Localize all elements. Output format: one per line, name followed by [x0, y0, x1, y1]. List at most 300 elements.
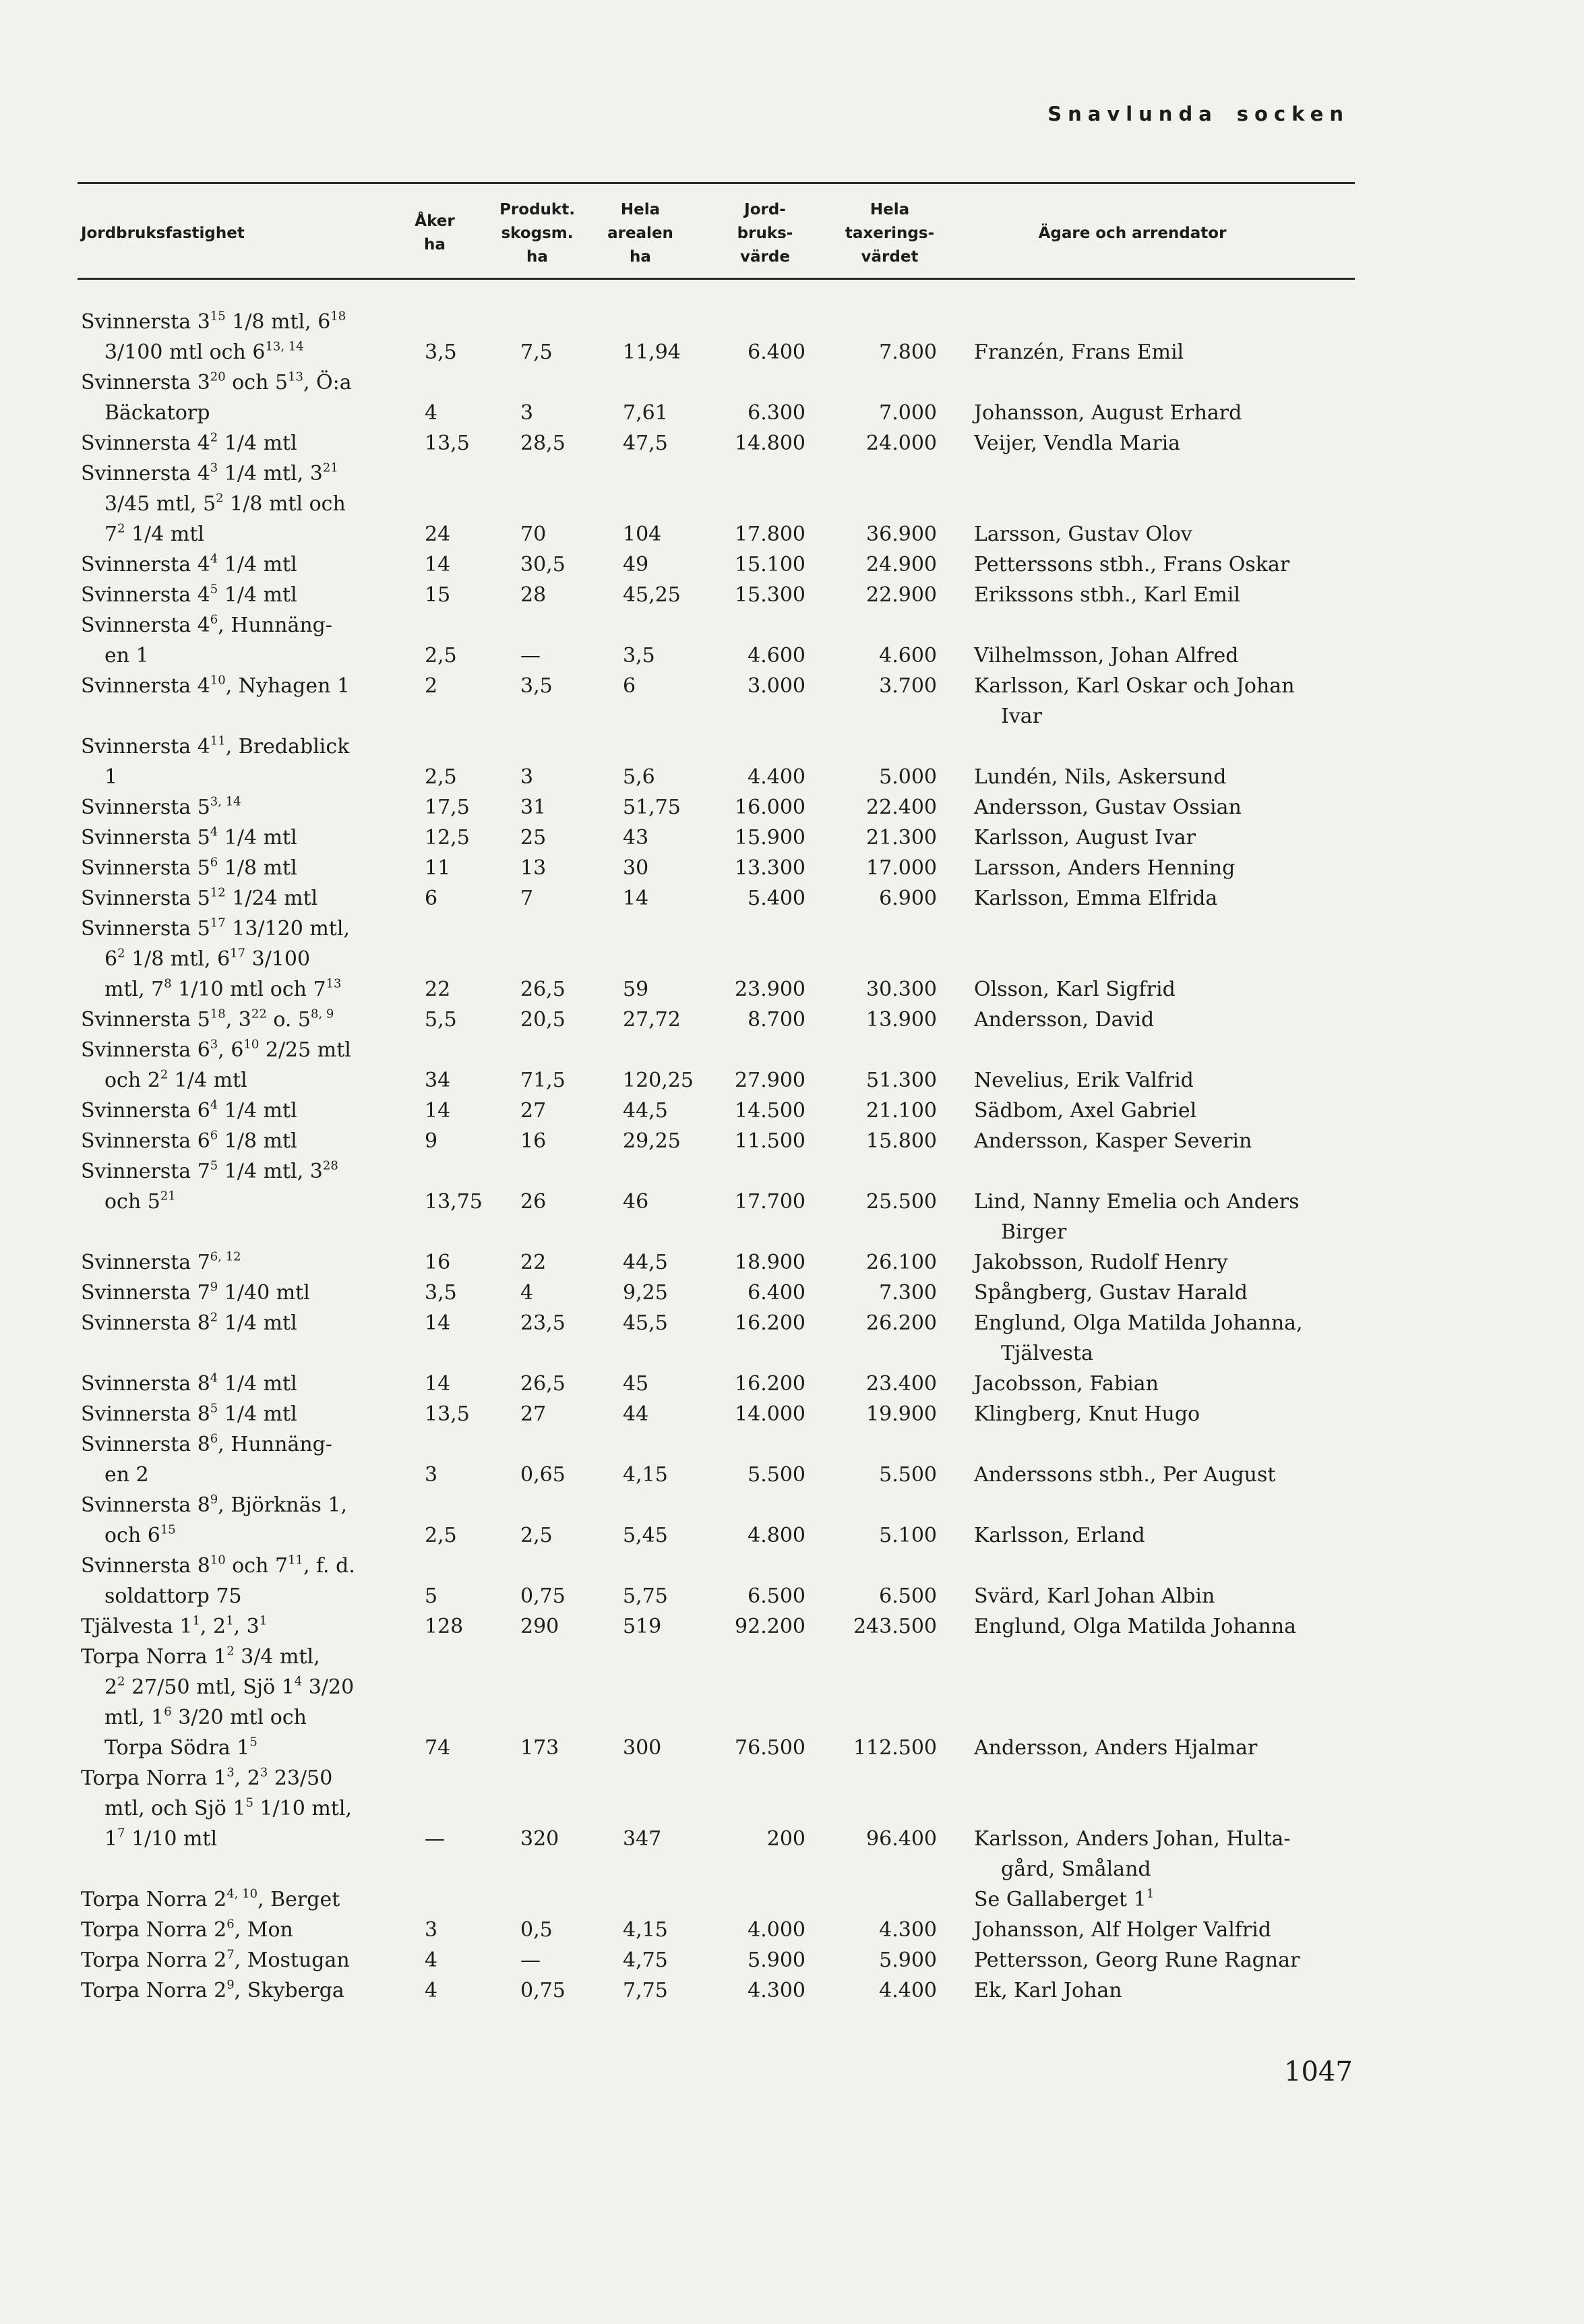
cell-jordbruksvarde: 6.500: [748, 1584, 805, 1608]
cell-owner: Larsson, Gustav Olov: [974, 523, 1192, 546]
cell-property: Svinnersta $4^3$ 1/4 mtl, $3^{21}$: [81, 460, 338, 485]
cell-arealen: 7,61: [623, 401, 668, 425]
cell-aker: 2: [425, 674, 438, 698]
cell-produkt: 4: [520, 1281, 534, 1305]
cell-aker: 4: [425, 401, 438, 425]
cell-aker: 17,5: [425, 796, 470, 819]
cell-produkt: 26,5: [520, 978, 566, 1001]
cell-produkt: 30,5: [520, 553, 566, 576]
cell-owner: Ek, Karl Johan: [974, 1979, 1122, 2002]
cell-owner: Andersson, Anders Hjalmar: [974, 1736, 1258, 1760]
cell-property: Svinnersta $5^{17}$ 13/120 mtl,: [81, 916, 350, 941]
cell-property: soldattorp 75: [104, 1584, 242, 1608]
cell-owner: Karlsson, Emma Elfrida: [974, 887, 1218, 910]
cell-owner: Englund, Olga Matilda Johanna,: [974, 1311, 1303, 1335]
cell-jordbruksvarde: 16.200: [735, 1311, 805, 1335]
cell-property: 3/45 mtl, $5^2$ 1/8 mtl och: [104, 491, 346, 516]
cell-arealen: 44: [623, 1402, 649, 1426]
cell-arealen: 5,75: [623, 1584, 668, 1608]
cell-property: Svinnersta $8^{10}$ och $7^{11}$, f. d.: [81, 1553, 355, 1578]
cell-aker: 2,5: [425, 1524, 457, 1547]
cell-jordbruksvarde: 14.000: [735, 1402, 805, 1426]
table-row: [0, 671, 1584, 701]
cell-jordbruksvarde: 6.400: [748, 1281, 805, 1305]
table-row: [0, 1915, 1584, 1945]
cell-property: Svinnersta 5$^{3, 14}$: [81, 794, 241, 819]
cell-jordbruksvarde: 16.000: [735, 796, 805, 819]
cell-property: Svinnersta $6^3$, $6^{10}$ 2/25 mtl: [81, 1037, 351, 1062]
table-row: [0, 914, 1584, 944]
cell-property: Svinnersta $8^2$ 1/4 mtl: [81, 1310, 297, 1335]
cell-property: Svinnersta $8^5$ 1/4 mtl: [81, 1401, 297, 1426]
table-row: [0, 1126, 1584, 1156]
cell-property: Svinnersta $7^9$ 1/40 mtl: [81, 1280, 310, 1305]
cell-jordbruksvarde: 27.900: [735, 1069, 805, 1092]
cell-taxeringsvarde: 5.500: [879, 1463, 937, 1487]
cell-property: Svinnersta 7$^{6, 12}$: [81, 1249, 241, 1274]
cell-jordbruksvarde: 4.400: [748, 765, 805, 789]
table-row: [0, 307, 1584, 337]
table-row: [0, 337, 1584, 367]
cell-aker: 3,5: [425, 1281, 457, 1305]
table-row: [0, 792, 1584, 823]
cell-owner: Sädbom, Axel Gabriel: [974, 1099, 1197, 1123]
cell-taxeringsvarde: 24.000: [866, 431, 937, 455]
cell-aker: 11: [425, 856, 451, 880]
cell-taxeringsvarde: 30.300: [866, 978, 937, 1001]
cell-jordbruksvarde: 15.900: [735, 826, 805, 850]
cell-produkt: —: [520, 1948, 541, 1972]
cell-property: en 2: [104, 1463, 149, 1487]
table-row: [0, 1490, 1584, 1520]
table-row: [0, 1793, 1584, 1824]
cell-arealen: 6: [623, 674, 636, 698]
cell-property: Svinnersta $4^5$ 1/4 mtl: [81, 582, 297, 607]
cell-jordbruksvarde: 4.600: [748, 644, 805, 667]
cell-property: en 1: [104, 644, 149, 667]
cell-aker: 14: [425, 553, 451, 576]
cell-produkt: 71,5: [520, 1069, 566, 1092]
cell-property: Svinnersta $5^6$ 1/8 mtl: [81, 855, 297, 880]
cell-owner: Se Gallaberget $1^1$: [974, 1886, 1155, 1911]
cell-property: $7^2$ 1/4 mtl: [104, 521, 204, 546]
cell-property: Svinnersta $4^4$ 1/4 mtl: [81, 552, 297, 576]
cell-owner: Klingberg, Knut Hugo: [974, 1402, 1200, 1426]
cell-produkt: 13: [520, 856, 547, 880]
cell-property: Svinnersta $5^4$ 1/4 mtl: [81, 825, 297, 850]
table-row: [0, 1672, 1584, 1702]
cell-arealen: 14: [623, 887, 649, 910]
cell-owner: Veijer, Vendla Maria: [974, 431, 1181, 455]
cell-taxeringsvarde: 6.900: [879, 887, 937, 910]
cell-taxeringsvarde: 21.100: [866, 1099, 937, 1123]
cell-aker: 74: [425, 1736, 451, 1760]
cell-produkt: —: [520, 644, 541, 667]
page-header: [1047, 102, 1349, 125]
cell-arealen: 45,5: [623, 1311, 668, 1335]
cell-taxeringsvarde: 3.700: [879, 674, 937, 698]
cell-property: Svinnersta $3^{20}$ och $5^{13}$, Ö:a: [81, 369, 352, 394]
cell-owner: Tjälvesta: [1001, 1342, 1093, 1365]
cell-arealen: 44,5: [623, 1099, 668, 1123]
table-row: [0, 823, 1584, 853]
table-row: [0, 1338, 1584, 1369]
col-header-jordbruksvarde: Jord- bruks- värde: [737, 200, 793, 266]
table-row: [0, 428, 1584, 458]
cell-arealen: 47,5: [623, 431, 668, 455]
cell-owner: Pettersson, Georg Rune Ragnar: [974, 1948, 1300, 1972]
cell-owner: Andersson, Gustav Ossian: [974, 796, 1242, 819]
cell-jordbruksvarde: 15.300: [735, 583, 805, 607]
cell-jordbruksvarde: 4.800: [748, 1524, 805, 1547]
table-row: [0, 1399, 1584, 1429]
cell-taxeringsvarde: 15.800: [866, 1129, 937, 1153]
cell-jordbruksvarde: 5.900: [748, 1948, 805, 1972]
cell-taxeringsvarde: 243.500: [853, 1615, 937, 1638]
cell-jordbruksvarde: 4.300: [748, 1979, 805, 2002]
cell-aker: 14: [425, 1311, 451, 1335]
cell-arealen: 3,5: [623, 644, 655, 667]
cell-arealen: 27,72: [623, 1008, 681, 1032]
cell-property: Torpa Norra $2^7$, Mostugan: [81, 1947, 350, 1972]
cell-aker: 14: [425, 1372, 451, 1396]
cell-owner: Franzén, Frans Emil: [974, 340, 1184, 364]
table-row: [0, 1096, 1584, 1126]
cell-property: Svinnersta $4^2$ 1/4 mtl: [81, 430, 297, 455]
cell-arealen: 4,15: [623, 1918, 668, 1942]
table-row: [0, 1824, 1584, 1854]
cell-aker: 15: [425, 583, 451, 607]
cell-taxeringsvarde: 6.500: [879, 1584, 937, 1608]
cell-property: och $2^2$ 1/4 mtl: [104, 1067, 247, 1092]
cell-produkt: 27: [520, 1402, 547, 1426]
cell-jordbruksvarde: 15.100: [735, 553, 805, 576]
cell-arealen: 46: [623, 1190, 649, 1214]
cell-produkt: 3,5: [520, 674, 553, 698]
cell-taxeringsvarde: 26.100: [866, 1251, 937, 1274]
cell-owner: Svärd, Karl Johan Albin: [974, 1584, 1215, 1608]
cell-arealen: 44,5: [623, 1251, 668, 1274]
cell-owner: Englund, Olga Matilda Johanna: [974, 1615, 1297, 1638]
cell-taxeringsvarde: 25.500: [866, 1190, 937, 1214]
cell-produkt: 70: [520, 523, 547, 546]
cell-property: Svinnersta $4^{11}$, Bredablick: [81, 734, 350, 758]
table-row: [0, 1975, 1584, 2006]
cell-aker: 128: [425, 1615, 464, 1638]
cell-property: 1: [104, 765, 118, 789]
cell-produkt: 0,75: [520, 1979, 566, 2002]
cell-arealen: 300: [623, 1736, 662, 1760]
cell-arealen: 104: [623, 523, 662, 546]
cell-property: Svinnersta $6^6$ 1/8 mtl: [81, 1128, 297, 1153]
cell-jordbruksvarde: 13.300: [735, 856, 805, 880]
cell-aker: 4: [425, 1979, 438, 2002]
cell-owner: Petterssons stbh., Frans Oskar: [974, 553, 1290, 576]
cell-jordbruksvarde: 76.500: [735, 1736, 805, 1760]
cell-owner: Lundén, Nils, Askersund: [974, 765, 1227, 789]
cell-produkt: 173: [520, 1736, 559, 1760]
cell-owner: Andersson, Kasper Severin: [974, 1129, 1252, 1153]
cell-aker: 3,5: [425, 340, 457, 364]
cell-arealen: 9,25: [623, 1281, 668, 1305]
cell-arealen: 5,45: [623, 1524, 668, 1547]
cell-arealen: 30: [623, 856, 649, 880]
cell-jordbruksvarde: 5.400: [748, 887, 805, 910]
table-row: [0, 1642, 1584, 1672]
cell-produkt: 320: [520, 1827, 559, 1851]
table-row: [0, 1217, 1584, 1247]
cell-produkt: 25: [520, 826, 547, 850]
table-row: [0, 762, 1584, 792]
cell-owner: Karlsson, Karl Oskar och Johan: [974, 674, 1295, 698]
table-row: [0, 853, 1584, 883]
table-row: [0, 974, 1584, 1005]
cell-property: $6^2$ 1/8 mtl, $6^{17}$ 3/100: [104, 946, 311, 971]
table-row: [0, 610, 1584, 640]
cell-aker: 4: [425, 1948, 438, 1972]
cell-produkt: 2,5: [520, 1524, 553, 1547]
cell-jordbruksvarde: 17.700: [735, 1190, 805, 1214]
cell-owner: Andersson, David: [974, 1008, 1155, 1032]
cell-aker: 13,5: [425, 431, 470, 455]
table-row: [0, 701, 1584, 732]
table-row: [0, 1247, 1584, 1278]
cell-aker: —: [425, 1827, 445, 1851]
cell-aker: 6: [425, 887, 438, 910]
table-row: [0, 1156, 1584, 1187]
cell-owner: Karlsson, August Ivar: [974, 826, 1196, 850]
cell-taxeringsvarde: 36.900: [866, 523, 937, 546]
cell-owner: Jacobsson, Fabian: [974, 1372, 1159, 1396]
cell-taxeringsvarde: 51.300: [866, 1069, 937, 1092]
cell-property: och $6^{15}$: [104, 1522, 176, 1547]
table-row: [0, 883, 1584, 914]
cell-arealen: 51,75: [623, 796, 681, 819]
cell-property: Svinnersta $8^6$, Hunnäng-: [81, 1431, 332, 1456]
cell-aker: 2,5: [425, 644, 457, 667]
cell-jordbruksvarde: 92.200: [735, 1615, 805, 1638]
cell-aker: 34: [425, 1069, 451, 1092]
table-row: [0, 1551, 1584, 1581]
cell-taxeringsvarde: 23.400: [866, 1372, 937, 1396]
col-header-aker: Åker ha: [415, 212, 455, 254]
cell-arealen: 4,75: [623, 1948, 668, 1972]
cell-taxeringsvarde: 4.600: [879, 644, 937, 667]
table-row: [0, 1187, 1584, 1217]
cell-property: Torpa Norra 2$^{4, 10}$, Berget: [81, 1886, 340, 1911]
cell-produkt: 20,5: [520, 1008, 566, 1032]
cell-owner: Birger: [1001, 1220, 1067, 1244]
table-row: [0, 519, 1584, 549]
cell-produkt: 7,5: [520, 340, 553, 364]
cell-jordbruksvarde: 17.800: [735, 523, 805, 546]
table-body: [0, 307, 1584, 2006]
table-row: [0, 489, 1584, 519]
cell-produkt: 0,65: [520, 1463, 566, 1487]
cell-owner: Karlsson, Erland: [974, 1524, 1145, 1547]
cell-jordbruksvarde: 6.400: [748, 340, 805, 364]
cell-taxeringsvarde: 21.300: [866, 826, 937, 850]
cell-aker: 14: [425, 1099, 451, 1123]
cell-produkt: 0,75: [520, 1584, 566, 1608]
cell-produkt: 22: [520, 1251, 547, 1274]
cell-arealen: 5,6: [623, 765, 655, 789]
cell-aker: 3: [425, 1918, 438, 1942]
cell-property: Svinnersta $3^{15}$ 1/8 mtl, $6^{18}$: [81, 309, 346, 334]
cell-produkt: 3: [520, 401, 534, 425]
cell-owner: Olsson, Karl Sigfrid: [974, 978, 1176, 1001]
cell-aker: 5,5: [425, 1008, 457, 1032]
cell-jordbruksvarde: 18.900: [735, 1251, 805, 1274]
cell-taxeringsvarde: 4.300: [879, 1918, 937, 1942]
cell-produkt: 28,5: [520, 431, 566, 455]
page-number: 1047: [1284, 2056, 1353, 2087]
table-top-rule: [78, 182, 1355, 184]
cell-taxeringsvarde: 5.100: [879, 1524, 937, 1547]
table-row: [0, 1460, 1584, 1490]
table-row: [0, 1763, 1584, 1793]
cell-taxeringsvarde: 5.900: [879, 1948, 937, 1972]
cell-aker: 5: [425, 1584, 438, 1608]
cell-property: Svinnersta $8^4$ 1/4 mtl: [81, 1371, 297, 1396]
cell-taxeringsvarde: 19.900: [866, 1402, 937, 1426]
cell-aker: 24: [425, 523, 451, 546]
table-row: [0, 1945, 1584, 1975]
cell-property: mtl, $1^6$ 3/20 mtl och: [104, 1704, 307, 1729]
cell-taxeringsvarde: 22.400: [866, 796, 937, 819]
cell-arealen: 29,25: [623, 1129, 681, 1153]
cell-produkt: 16: [520, 1129, 547, 1153]
cell-jordbruksvarde: 16.200: [735, 1372, 805, 1396]
cell-property: Torpa Norra $1^2$ 3/4 mtl,: [81, 1644, 320, 1669]
table-row: [0, 1520, 1584, 1551]
table-row: [0, 1702, 1584, 1733]
cell-owner: Anderssons stbh., Per August: [974, 1463, 1276, 1487]
cell-arealen: 45,25: [623, 583, 681, 607]
cell-arealen: 11,94: [623, 340, 681, 364]
table-row: [0, 398, 1584, 428]
cell-property: Torpa Norra $2^6$, Mon: [81, 1917, 293, 1942]
cell-property: Svinnersta $6^4$ 1/4 mtl: [81, 1098, 297, 1123]
cell-arealen: 45: [623, 1372, 649, 1396]
cell-taxeringsvarde: 13.900: [866, 1008, 937, 1032]
cell-aker: 13,5: [425, 1402, 470, 1426]
header-parish-name: Snavlunda: [1047, 102, 1218, 125]
cell-owner: Erikssons stbh., Karl Emil: [974, 583, 1241, 607]
cell-aker: 2,5: [425, 765, 457, 789]
cell-taxeringsvarde: 7.000: [879, 401, 937, 425]
cell-property: 3/100 mtl och 6$^{13, 14}$: [104, 339, 304, 364]
table-row: [0, 1308, 1584, 1338]
cell-taxeringsvarde: 22.900: [866, 583, 937, 607]
cell-arealen: 120,25: [623, 1069, 694, 1092]
cell-jordbruksvarde: 11.500: [735, 1129, 805, 1153]
cell-property: Svinnersta $4^{10}$, Nyhagen 1: [81, 673, 351, 698]
col-header-arealen: Hela arealen ha: [607, 200, 673, 266]
cell-produkt: 3: [520, 765, 534, 789]
cell-jordbruksvarde: 14.500: [735, 1099, 805, 1123]
cell-taxeringsvarde: 24.900: [866, 553, 937, 576]
cell-owner: Larsson, Anders Henning: [974, 856, 1236, 880]
table-row: [0, 367, 1584, 398]
cell-property: Torpa Norra $2^9$, Skyberga: [81, 1977, 344, 2002]
cell-owner: Jakobsson, Rudolf Henry: [974, 1251, 1228, 1274]
col-header-owner: Ägare och arrendator: [1038, 224, 1227, 242]
cell-arealen: 519: [623, 1615, 662, 1638]
cell-arealen: 4,15: [623, 1463, 668, 1487]
cell-produkt: 27: [520, 1099, 547, 1123]
cell-produkt: 290: [520, 1615, 559, 1638]
table-row: [0, 549, 1584, 580]
cell-owner: Johansson, August Erhard: [974, 401, 1242, 425]
cell-aker: 13,75: [425, 1190, 483, 1214]
col-header-property: Jordbruksfastighet: [81, 224, 245, 242]
cell-produkt: 28: [520, 583, 547, 607]
table-row: [0, 1005, 1584, 1035]
cell-property: mtl, och Sjö $1^5$ 1/10 mtl,: [104, 1795, 352, 1820]
cell-jordbruksvarde: 14.800: [735, 431, 805, 455]
header-parish-label: socken: [1236, 102, 1349, 125]
cell-taxeringsvarde: 5.000: [879, 765, 937, 789]
cell-jordbruksvarde: 3.000: [748, 674, 805, 698]
cell-taxeringsvarde: 7.800: [879, 340, 937, 364]
cell-jordbruksvarde: 200: [766, 1827, 805, 1851]
cell-property: Svinnersta $5^{18}$, $3^{22}$ o. 5$^{8, 9}$: [81, 1007, 334, 1032]
cell-aker: 22: [425, 978, 451, 1001]
table-row: [0, 458, 1584, 489]
cell-taxeringsvarde: 26.200: [866, 1311, 937, 1335]
cell-taxeringsvarde: 96.400: [866, 1827, 937, 1851]
cell-produkt: 31: [520, 796, 547, 819]
cell-arealen: 347: [623, 1827, 662, 1851]
table-row: [0, 580, 1584, 610]
cell-jordbruksvarde: 8.700: [748, 1008, 805, 1032]
table-row: [0, 1429, 1584, 1460]
cell-produkt: 26: [520, 1190, 547, 1214]
cell-produkt: 0,5: [520, 1918, 553, 1942]
table-row: [0, 1733, 1584, 1763]
table-row: [0, 944, 1584, 974]
cell-arealen: 43: [623, 826, 649, 850]
cell-owner: gård, Småland: [1001, 1857, 1151, 1881]
cell-taxeringsvarde: 7.300: [879, 1281, 937, 1305]
table-row: [0, 1611, 1584, 1642]
table-row: [0, 732, 1584, 762]
table-row: [0, 1065, 1584, 1096]
cell-property: Svinnersta $7^5$ 1/4 mtl, $3^{28}$: [81, 1158, 338, 1183]
cell-produkt: 7: [520, 887, 534, 910]
table-row: [0, 1035, 1584, 1065]
cell-property: Svinnersta $8^9$, Björknäs 1,: [81, 1492, 348, 1517]
table-row: [0, 1278, 1584, 1308]
table-row: [0, 1884, 1584, 1915]
cell-owner: Lind, Nanny Emelia och Anders: [974, 1190, 1300, 1214]
table-header-rule: [78, 278, 1355, 280]
cell-taxeringsvarde: 112.500: [853, 1736, 937, 1760]
cell-property: $2^2$ 27/50 mtl, Sjö $1^4$ 3/20: [104, 1674, 355, 1699]
cell-owner: Ivar: [1001, 705, 1043, 728]
cell-property: Torpa Södra $1^5$: [104, 1735, 257, 1760]
cell-jordbruksvarde: 5.500: [748, 1463, 805, 1487]
cell-aker: 12,5: [425, 826, 470, 850]
cell-produkt: 26,5: [520, 1372, 566, 1396]
cell-property: Tjälvesta $1^1$, $2^1$, $3^1$: [81, 1613, 268, 1638]
cell-aker: 3: [425, 1463, 438, 1487]
cell-jordbruksvarde: 23.900: [735, 978, 805, 1001]
cell-owner: Johansson, Alf Holger Valfrid: [974, 1918, 1272, 1942]
cell-owner: Spångberg, Gustav Harald: [974, 1281, 1248, 1305]
cell-owner: Nevelius, Erik Valfrid: [974, 1069, 1194, 1092]
